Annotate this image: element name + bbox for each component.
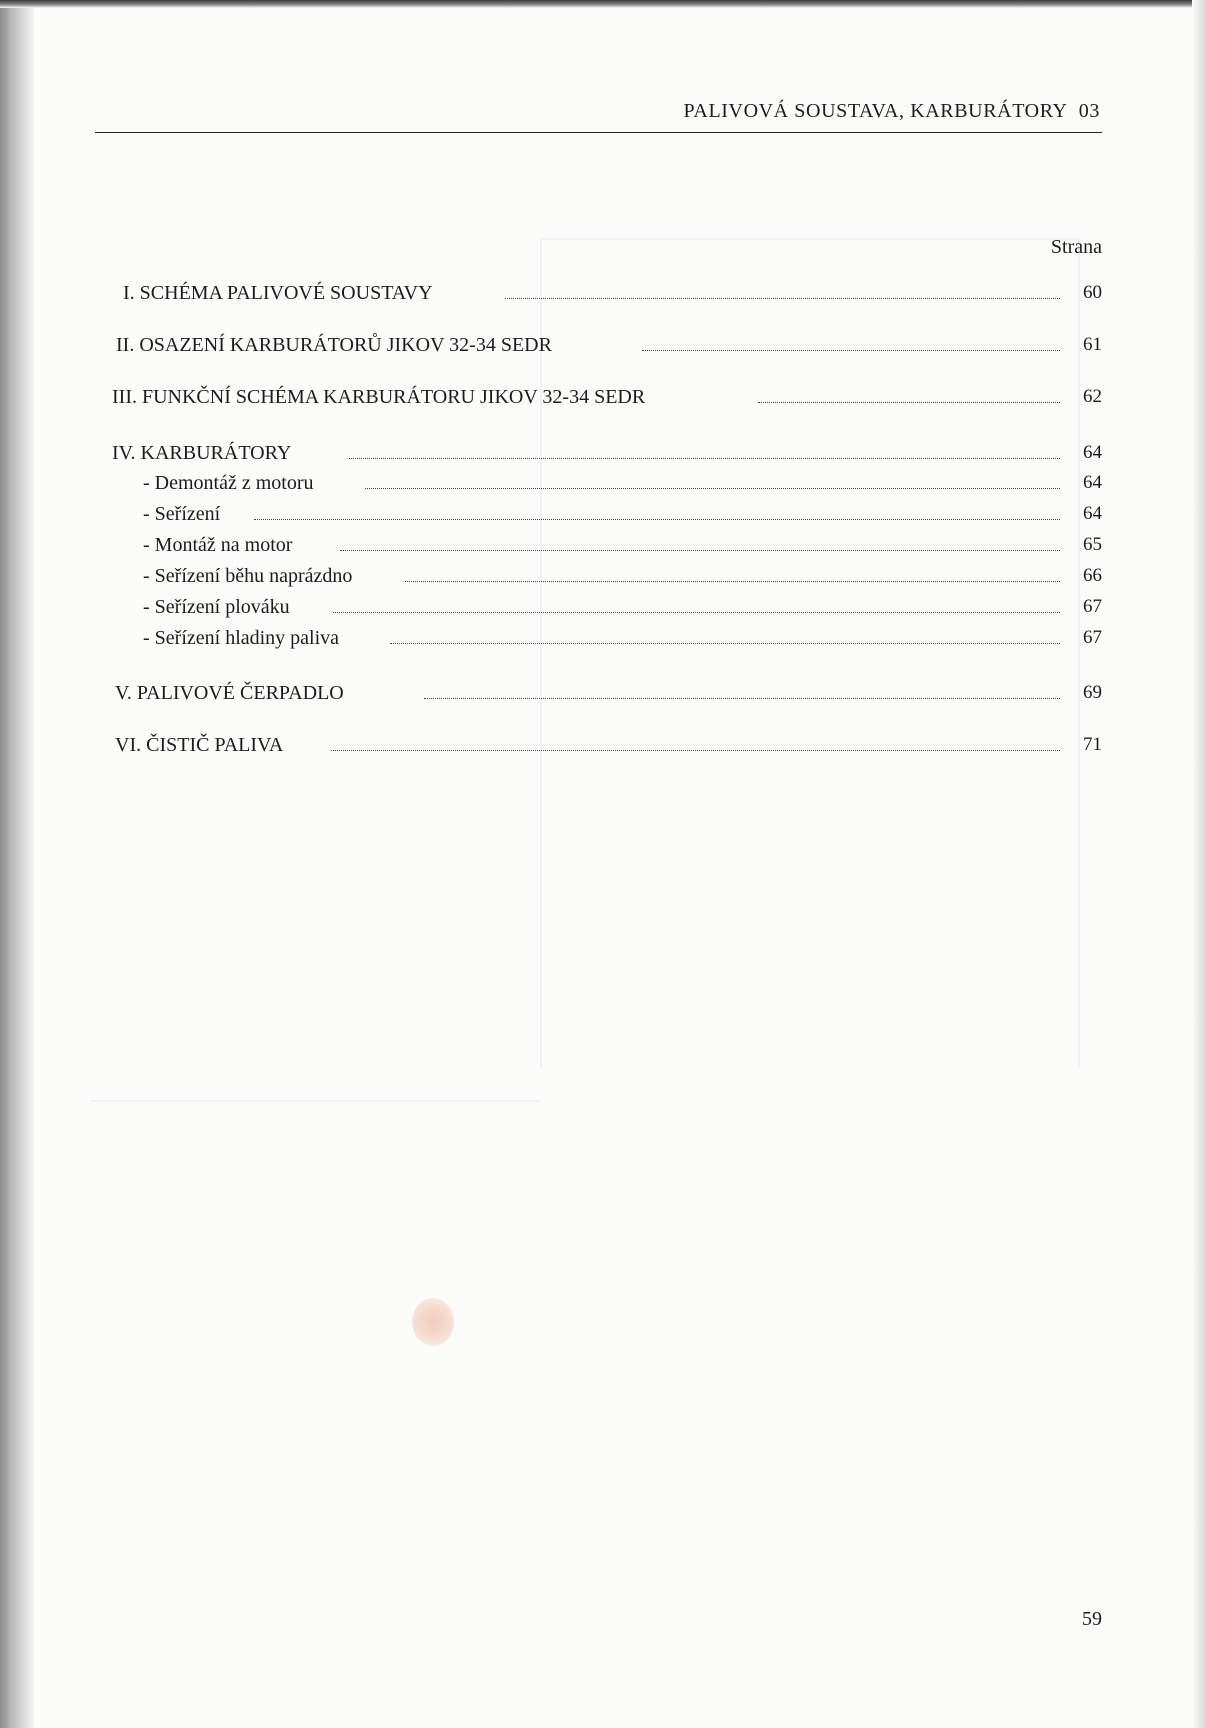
toc-entry [0, 384, 1206, 410]
toc-entry-page: 64 [1083, 472, 1102, 493]
page-top-edge [0, 0, 1206, 8]
toc-entry-page: 60 [1083, 282, 1102, 303]
toc-entry-page: 64 [1083, 503, 1102, 524]
bleed-through-mark [1078, 238, 1080, 1068]
toc-dot-leader [758, 402, 1060, 403]
toc-entry-title: VI. ČISTIČ PALIVA [115, 734, 284, 756]
toc-entry-title: IV. KARBURÁTORY [112, 442, 292, 464]
toc-entry-page: 66 [1083, 565, 1102, 586]
toc-entry [0, 470, 1206, 496]
toc-entry-page: 64 [1083, 442, 1102, 463]
page-binding-shadow [0, 0, 34, 1728]
running-header [95, 100, 1100, 123]
toc-entry-title: - Seřízení běhu naprázdno [143, 565, 353, 587]
section-title: PALIVOVÁ SOUSTAVA, KARBURÁTORY [683, 100, 1068, 122]
page-right-edge [1192, 0, 1206, 1728]
toc-entry-title: - Seřízení [143, 503, 221, 525]
toc-dot-leader [349, 458, 1060, 459]
toc-entry-page: 69 [1083, 682, 1102, 703]
toc-entry-title: I. SCHÉMA PALIVOVÉ SOUSTAVY [123, 282, 433, 304]
toc-entry [0, 563, 1206, 589]
toc-entry-title: V. PALIVOVÉ ČERPADLO [115, 682, 344, 704]
toc-page-column-label: Strana [1050, 236, 1102, 258]
toc-dot-leader [505, 298, 1060, 299]
toc-entry-title: II. OSAZENÍ KARBURÁTORŮ JIKOV 32-34 SEDR [116, 334, 552, 356]
toc-dot-leader [424, 698, 1060, 699]
toc-dot-leader [340, 550, 1060, 551]
toc-dot-leader [390, 643, 1060, 644]
toc-entry-page: 65 [1083, 534, 1102, 555]
toc-entry [0, 501, 1206, 527]
toc-entry [0, 625, 1206, 651]
bleed-through-mark [90, 1100, 540, 1102]
toc-entry-title: - Demontáž z motoru [143, 472, 314, 494]
paper-stain [412, 1298, 454, 1346]
section-number: 03 [1078, 100, 1100, 122]
toc-entry [0, 594, 1206, 620]
toc-entry [0, 332, 1206, 358]
toc-entry-page: 61 [1083, 334, 1102, 355]
toc-dot-leader [333, 612, 1060, 613]
toc-entry [0, 680, 1206, 706]
toc-entry [0, 532, 1206, 558]
toc-entry-title: III. FUNKČNÍ SCHÉMA KARBURÁTORU JIKOV 32-34 SEDR [112, 386, 646, 408]
toc-entry-page: 67 [1083, 627, 1102, 648]
toc-dot-leader [405, 581, 1060, 582]
header-rule [95, 132, 1102, 133]
toc-entry-title: - Seřízení hladiny paliva [143, 627, 340, 649]
bleed-through-mark [540, 238, 542, 1068]
toc-entry-page: 71 [1083, 734, 1102, 755]
toc-entry-title: - Seřízení plováku [143, 596, 290, 618]
toc-dot-leader [254, 519, 1060, 520]
toc-dot-leader [365, 488, 1060, 489]
toc-entry [0, 440, 1206, 466]
toc-entry [0, 280, 1206, 306]
page-number: 59 [1082, 1608, 1102, 1630]
bleed-through-mark [540, 238, 1080, 240]
toc-entry-page: 62 [1083, 386, 1102, 407]
toc-dot-leader [331, 750, 1060, 751]
toc-entry-title: - Montáž na motor [143, 534, 293, 556]
toc-dot-leader [642, 350, 1060, 351]
toc-entry [0, 732, 1206, 758]
toc-entry-page: 67 [1083, 596, 1102, 617]
